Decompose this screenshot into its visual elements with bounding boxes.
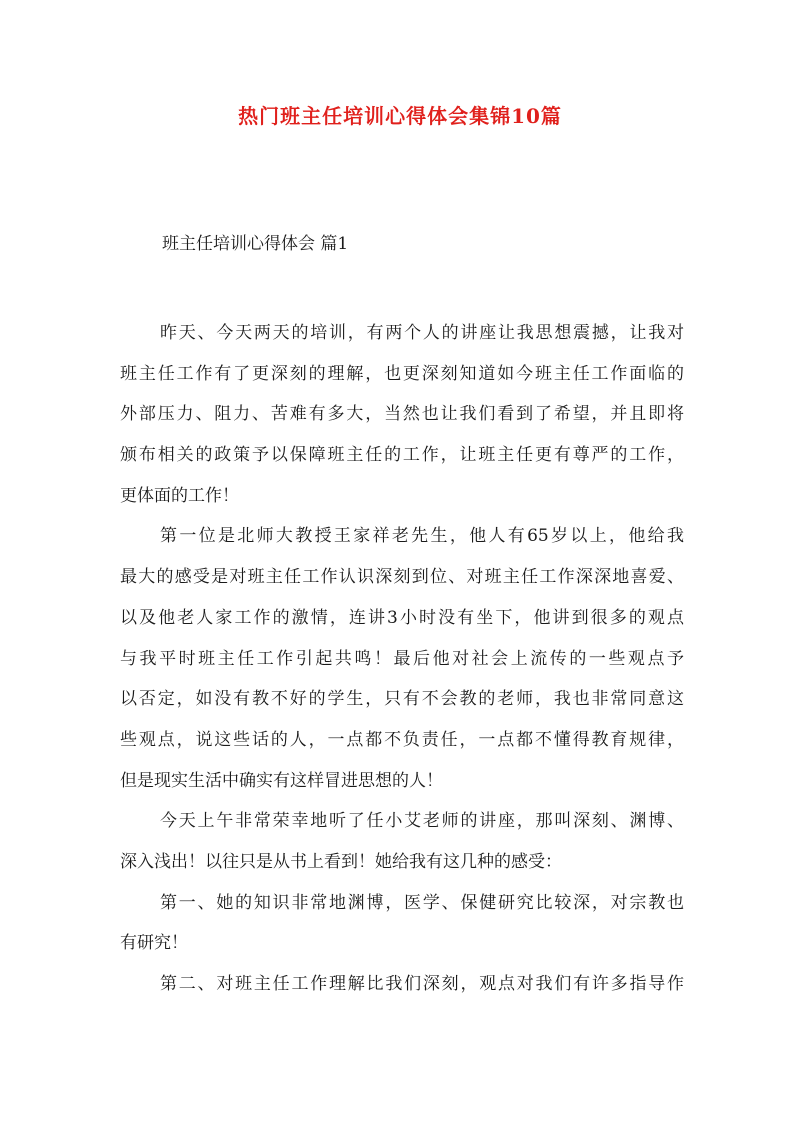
body-text xyxy=(120,313,684,1005)
paragraph-line: 以及他老人家工作的激情，连讲3小时没有坐下，他讲到很多的观点 xyxy=(120,607,684,628)
paragraph-line: 些观点，说这些话的人，一点都不负责任，一点都不懂得教育规律， xyxy=(120,729,684,750)
paragraph-line: 颁布相关的政策予以保障班主任的工作，让班主任更有尊严的工作， xyxy=(120,445,684,466)
paragraph-line: 昨天、今天两天的培训，有两个人的讲座让我思想震撼，让我对 xyxy=(160,323,684,343)
paragraph-line: 第二、对班主任工作理解比我们深刻，观点对我们有许多指导作 xyxy=(160,974,684,994)
paragraph-line: 第一、她的知识非常地渊博，医学、保健研究比较深，对宗教也 xyxy=(160,892,684,913)
paragraph-line: 深入浅出！以往只是从书上看到！她给我有这几种的感受： xyxy=(120,851,562,872)
paragraph-line: 第一位是北师大教授王家祥老先生，他人有65岁以上，他给我 xyxy=(160,526,684,547)
paragraph-line: 外部压力、阻力、苦难有多大，当然也让我们看到了希望，并且即将 xyxy=(120,404,684,425)
paragraph-line: 更体面的工作！ xyxy=(120,485,239,506)
section-heading: 班主任培训心得体会 篇1 xyxy=(162,234,349,254)
paragraph-line: 有研究！ xyxy=(120,933,188,954)
paragraph-line: 班主任工作有了更深刻的理解，也更深刻知道如今班主任工作面临的 xyxy=(120,363,684,384)
paragraph-line: 今天上午非常荣幸地听了任小艾老师的讲座，那叫深刻、渊博、 xyxy=(160,811,684,832)
paragraph-line: 最大的感受是对班主任工作认识深刻到位、对班主任工作深深地喜爱、 xyxy=(120,567,684,588)
paragraph-line: 但是现实生活中确实有这样冒进思想的人！ xyxy=(120,770,443,791)
document-title: 热门班主任培训心得体会集锦10篇 xyxy=(238,104,562,128)
paragraph-line: 以否定，如没有教不好的学生，只有不会教的老师，我也非常同意这 xyxy=(120,689,684,710)
paragraph-line: 与我平时班主任工作引起共鸣！最后他对社会上流传的一些观点予 xyxy=(120,648,684,669)
